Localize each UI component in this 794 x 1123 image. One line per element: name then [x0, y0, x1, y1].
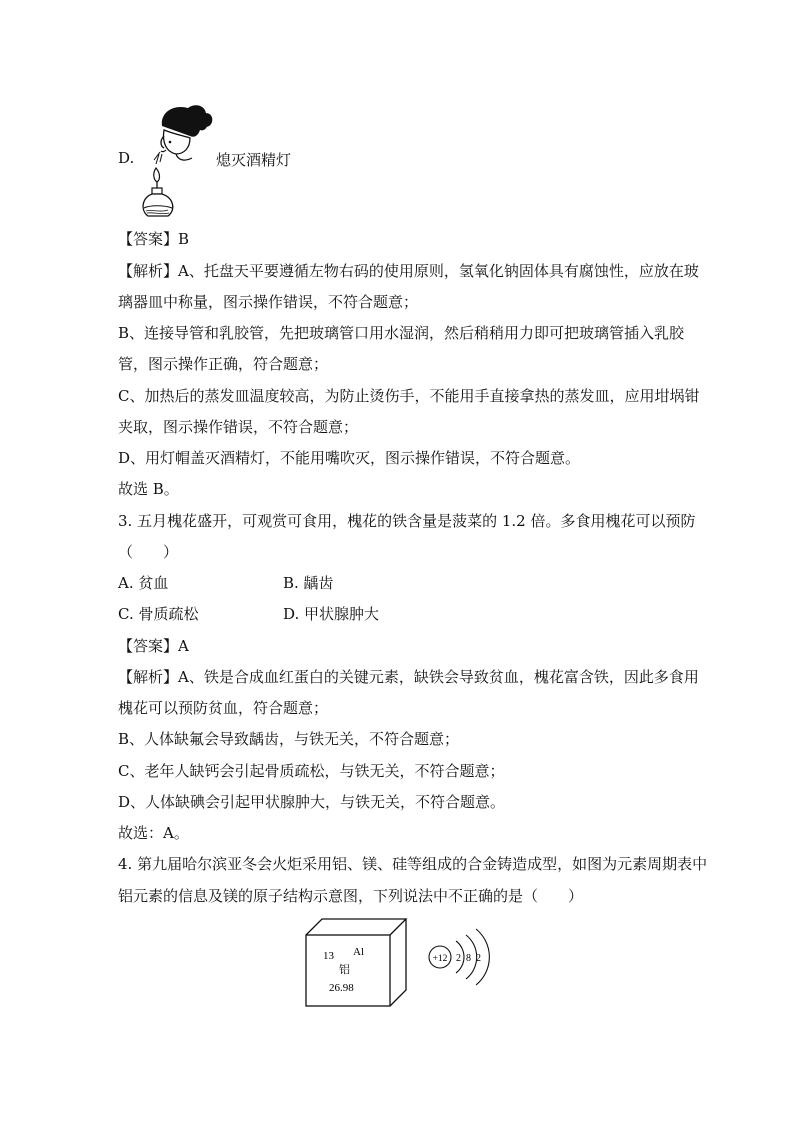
- q4-stem: 铝元素的信息及镁的原子结构示意图，下列说法中不正确的是（ ）: [118, 887, 584, 905]
- option-d-letter: D.: [118, 149, 135, 167]
- element-mass: 26.98: [329, 982, 354, 994]
- blowing-alcohol-lamp-illustration: [140, 96, 220, 220]
- q3-analysis-line: 槐花可以预防贫血，符合题意；: [118, 699, 329, 717]
- q3-option-d: D. 甲状腺肿大: [283, 605, 380, 623]
- atom-nucleus: +12: [432, 954, 448, 964]
- q3-analysis-line: D、人体缺碘会引起甲状腺肿大，与铁无关，不符合题意。: [118, 793, 506, 811]
- q3-analysis-line: 【解析】A、铁是合成血红蛋白的关键元素，缺铁会导致贫血，槐花富含铁，因此多食用: [118, 668, 699, 686]
- q3-option-b: B. 龋齿: [283, 574, 334, 592]
- q2-analysis-line: D、用灯帽盖灭酒精灯，不能用嘴吹灭，图示操作错误，不符合题意。: [118, 449, 581, 467]
- aluminum-element-cell: [305, 918, 409, 1012]
- q3-option-c: C. 骨质疏松: [118, 605, 199, 623]
- q2-analysis-line: B、连接导管和乳胶管，先把玻璃管口用水湿润，然后稍稍用力即可把玻璃管插入乳胶: [118, 324, 685, 342]
- q4-stem: 4. 第九届哈尔滨亚冬会火炬采用铝、镁、硅等组成的合金铸造成型，如图为元素周期表中: [118, 855, 708, 873]
- element-name: 铝: [339, 963, 350, 976]
- q2-answer: 【答案】B: [118, 230, 190, 248]
- q2-analysis-line: 【解析】A、托盘天平要遵循左物右码的使用原则，氢氧化钠固体具有腐蚀性，应放在玻: [118, 262, 699, 280]
- option-d-label: 熄灭酒精灯: [216, 151, 292, 169]
- q3-stem-bracket: （ ）: [118, 543, 179, 561]
- q2-analysis-line: 夹取，图示操作错误，不符合题意；: [118, 418, 359, 436]
- q3-option-a: A. 贫血: [118, 574, 169, 592]
- q3-stem: 3. 五月槐花盛开，可观赏可食用，槐花的铁含量是菠菜的 1.2 倍。多食用槐花可以预防: [118, 512, 696, 530]
- q3-analysis-line: C、老年人缺钙会引起骨质疏松，与铁无关，不符合题意；: [118, 762, 505, 780]
- magnesium-atom-structure: [426, 925, 490, 993]
- atom-shell-1: 2: [456, 953, 461, 964]
- element-symbol: Al: [353, 946, 364, 958]
- q2-analysis-line: 璃器皿中称量，图示操作错误，不符合题意；: [118, 293, 419, 311]
- atom-shell-3: 2: [476, 953, 481, 964]
- q2-analysis-line: 管，图示操作正确，符合题意；: [118, 355, 329, 373]
- q2-analysis-line: C、加热后的蒸发皿温度较高，为防止烫伤手，不能用手直接拿热的蒸发皿，应用坩埚钳: [118, 387, 700, 405]
- q2-conclusion: 故选 B。: [118, 480, 179, 498]
- q3-conclusion: 故选：A。: [118, 824, 189, 842]
- element-number: 13: [323, 950, 334, 962]
- q3-analysis-line: B、人体缺氟会导致龋齿，与铁无关，不符合题意；: [118, 730, 460, 748]
- q3-answer: 【答案】A: [118, 637, 189, 655]
- atom-shell-2: 8: [466, 953, 471, 964]
